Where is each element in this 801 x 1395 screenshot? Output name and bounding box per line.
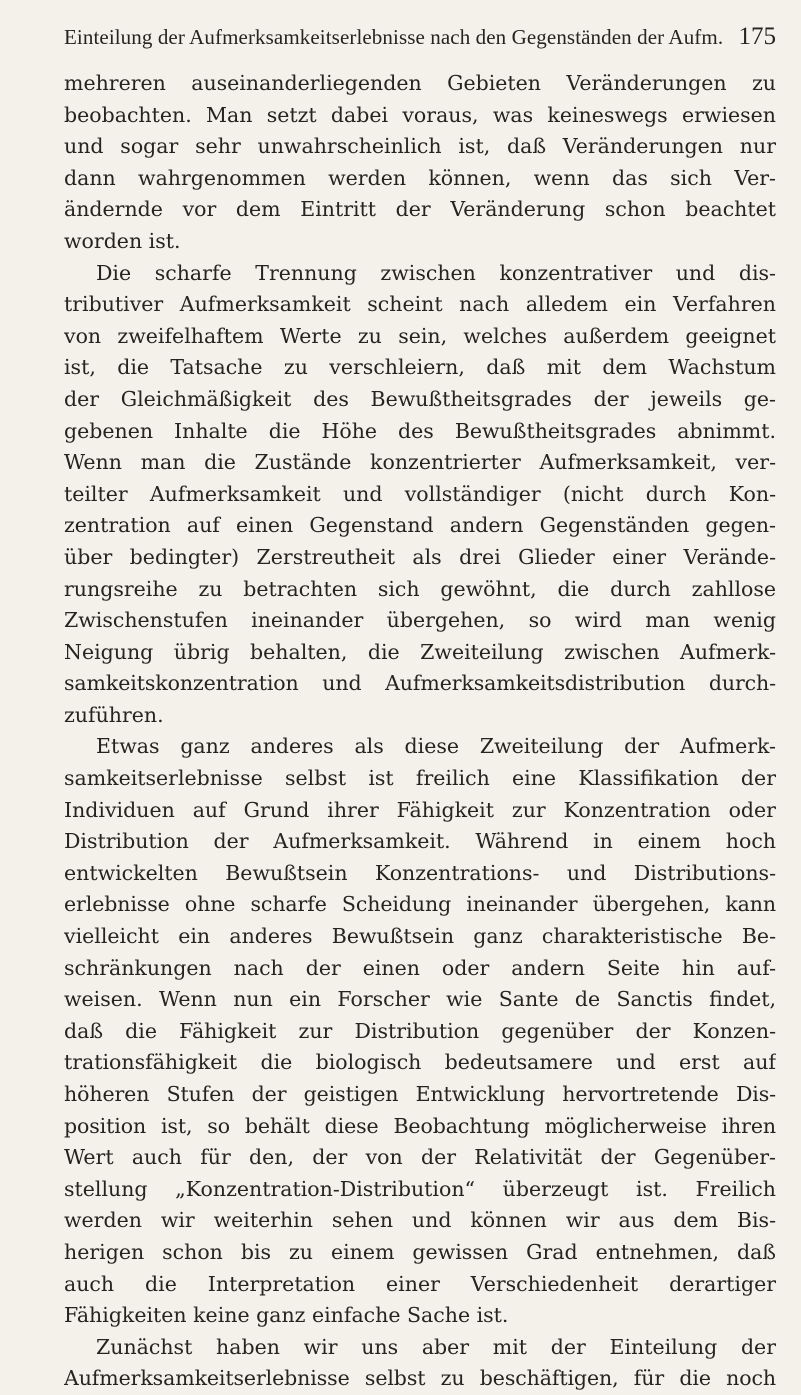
text-line: Individuen auf Grund ihrer Fähigkeit zur Konzentration oder — [64, 797, 776, 822]
text-line: herigen schon bis zu einem gewissen Grad entnehmen, daß — [64, 1239, 776, 1264]
text-line: stellung „Konzentration-Distribution“ überzeugt ist. Freilich — [64, 1176, 776, 1201]
text-line: zuführen. — [64, 702, 164, 727]
text-line: worden ist. — [64, 228, 181, 253]
text-line: gebenen Inhalte die Höhe des Bewußtheitsgrades abnimmt. — [64, 418, 776, 443]
body-text — [64, 68, 776, 1395]
text-line: tributiver Aufmerksamkeit scheint nach alledem ein Verfahren — [64, 292, 776, 317]
text-line: samkeitserlebnisse selbst ist freilich eine Klassifikation der — [64, 766, 776, 791]
text-line: werden wir weiterhin sehen und können wir aus dem Bis- — [64, 1208, 776, 1233]
text-line: beobachten. Man setzt dabei voraus, was keineswegs erwiesen — [64, 102, 776, 127]
text-line: Die scharfe Trennung zwischen konzentrativer und dis- — [96, 260, 776, 285]
text-line: dann wahrgenommen werden können, wenn das sich Ver- — [64, 165, 776, 190]
text-line: höheren Stufen der geistigen Entwicklung hervortretende Dis- — [64, 1082, 776, 1106]
text-line: ändernde vor dem Eintritt der Veränderung schon beachtet — [64, 197, 776, 222]
text-line: der Gleichmäßigkeit des Bewußtheitsgrades der jeweils ge- — [64, 386, 776, 411]
page-number: 175 — [738, 23, 776, 50]
text-line: Distribution der Aufmerksamkeit. Während in einem hoch — [64, 829, 776, 854]
text-line: Aufmerksamkeitserlebnisse selbst zu beschäftigen, für die noch — [64, 1366, 776, 1391]
text-line: zentration auf einen Gegenstand andern Gegenständen gegen- — [64, 513, 776, 538]
text-line: schränkungen nach der einen oder andern Seite hin auf- — [64, 955, 776, 980]
text-line: erlebnisse ohne scharfe Scheidung ineinander übergehen, kann — [64, 892, 776, 917]
text-line: Wert auch für den, der von der Relativität der Gegenüber- — [64, 1145, 776, 1170]
text-line: weisen. Wenn nun ein Forscher wie Sante de Sanctis findet, — [64, 987, 776, 1012]
text-line: Fähigkeiten keine ganz einfache Sache ist. — [64, 1303, 509, 1328]
text-line: entwickelten Bewußtsein Konzentrations- und Distributions- — [64, 860, 776, 885]
text-line: vielleicht ein anderes Bewußtsein ganz charakteristische Be- — [64, 924, 776, 949]
text-line: trationsfähigkeit die biologisch bedeutsamere und erst auf — [64, 1050, 776, 1075]
text-line: position ist, so behält diese Beobachtung möglicherweise ihren — [64, 1113, 776, 1138]
text-line: teilter Aufmerksamkeit und vollständiger (nicht durch Kon- — [64, 481, 776, 506]
text-line: auch die Interpretation einer Verschiedenheit derartiger — [64, 1271, 776, 1296]
text-line: von zweifelhaftem Werte zu sein, welches außerdem geeignet — [64, 323, 776, 348]
text-line: daß die Fähigkeit zur Distribution gegenüber der Konzen- — [64, 1018, 776, 1043]
text-line: Zunächst haben wir uns aber mit der Einteilung der — [96, 1334, 776, 1359]
text-line: mehreren auseinanderliegenden Gebieten Veränderungen zu — [64, 71, 776, 95]
running-title: Einteilung der Aufmerksamkeitserlebnisse nach den Gegenständen der Aufm. — [64, 25, 724, 49]
text-line: Wenn man die Zustände konzentrierter Aufmerksamkeit, ver- — [64, 450, 776, 475]
text-line: ist, die Tatsache zu verschleiern, daß mit dem Wachstum — [64, 355, 776, 380]
text-line: Zwischenstufen ineinander übergehen, so wird man wenig — [64, 608, 776, 633]
text-line: und sogar sehr unwahrscheinlich ist, daß Veränderungen nur — [64, 134, 776, 159]
text-line: Etwas ganz anderes als diese Zweiteilung der Aufmerk- — [96, 734, 776, 759]
text-line: Neigung übrig behalten, die Zweiteilung zwischen Aufmerk- — [64, 639, 776, 664]
text-line: samkeitskonzentration und Aufmerksamkeitsdistribution durch- — [64, 671, 776, 696]
running-head — [64, 16, 776, 58]
text-line: rungsreihe zu betrachten sich gewöhnt, die durch zahllose — [64, 576, 776, 601]
text-line: über bedingter) Zerstreutheit als drei Glieder einer Verände- — [64, 544, 776, 569]
